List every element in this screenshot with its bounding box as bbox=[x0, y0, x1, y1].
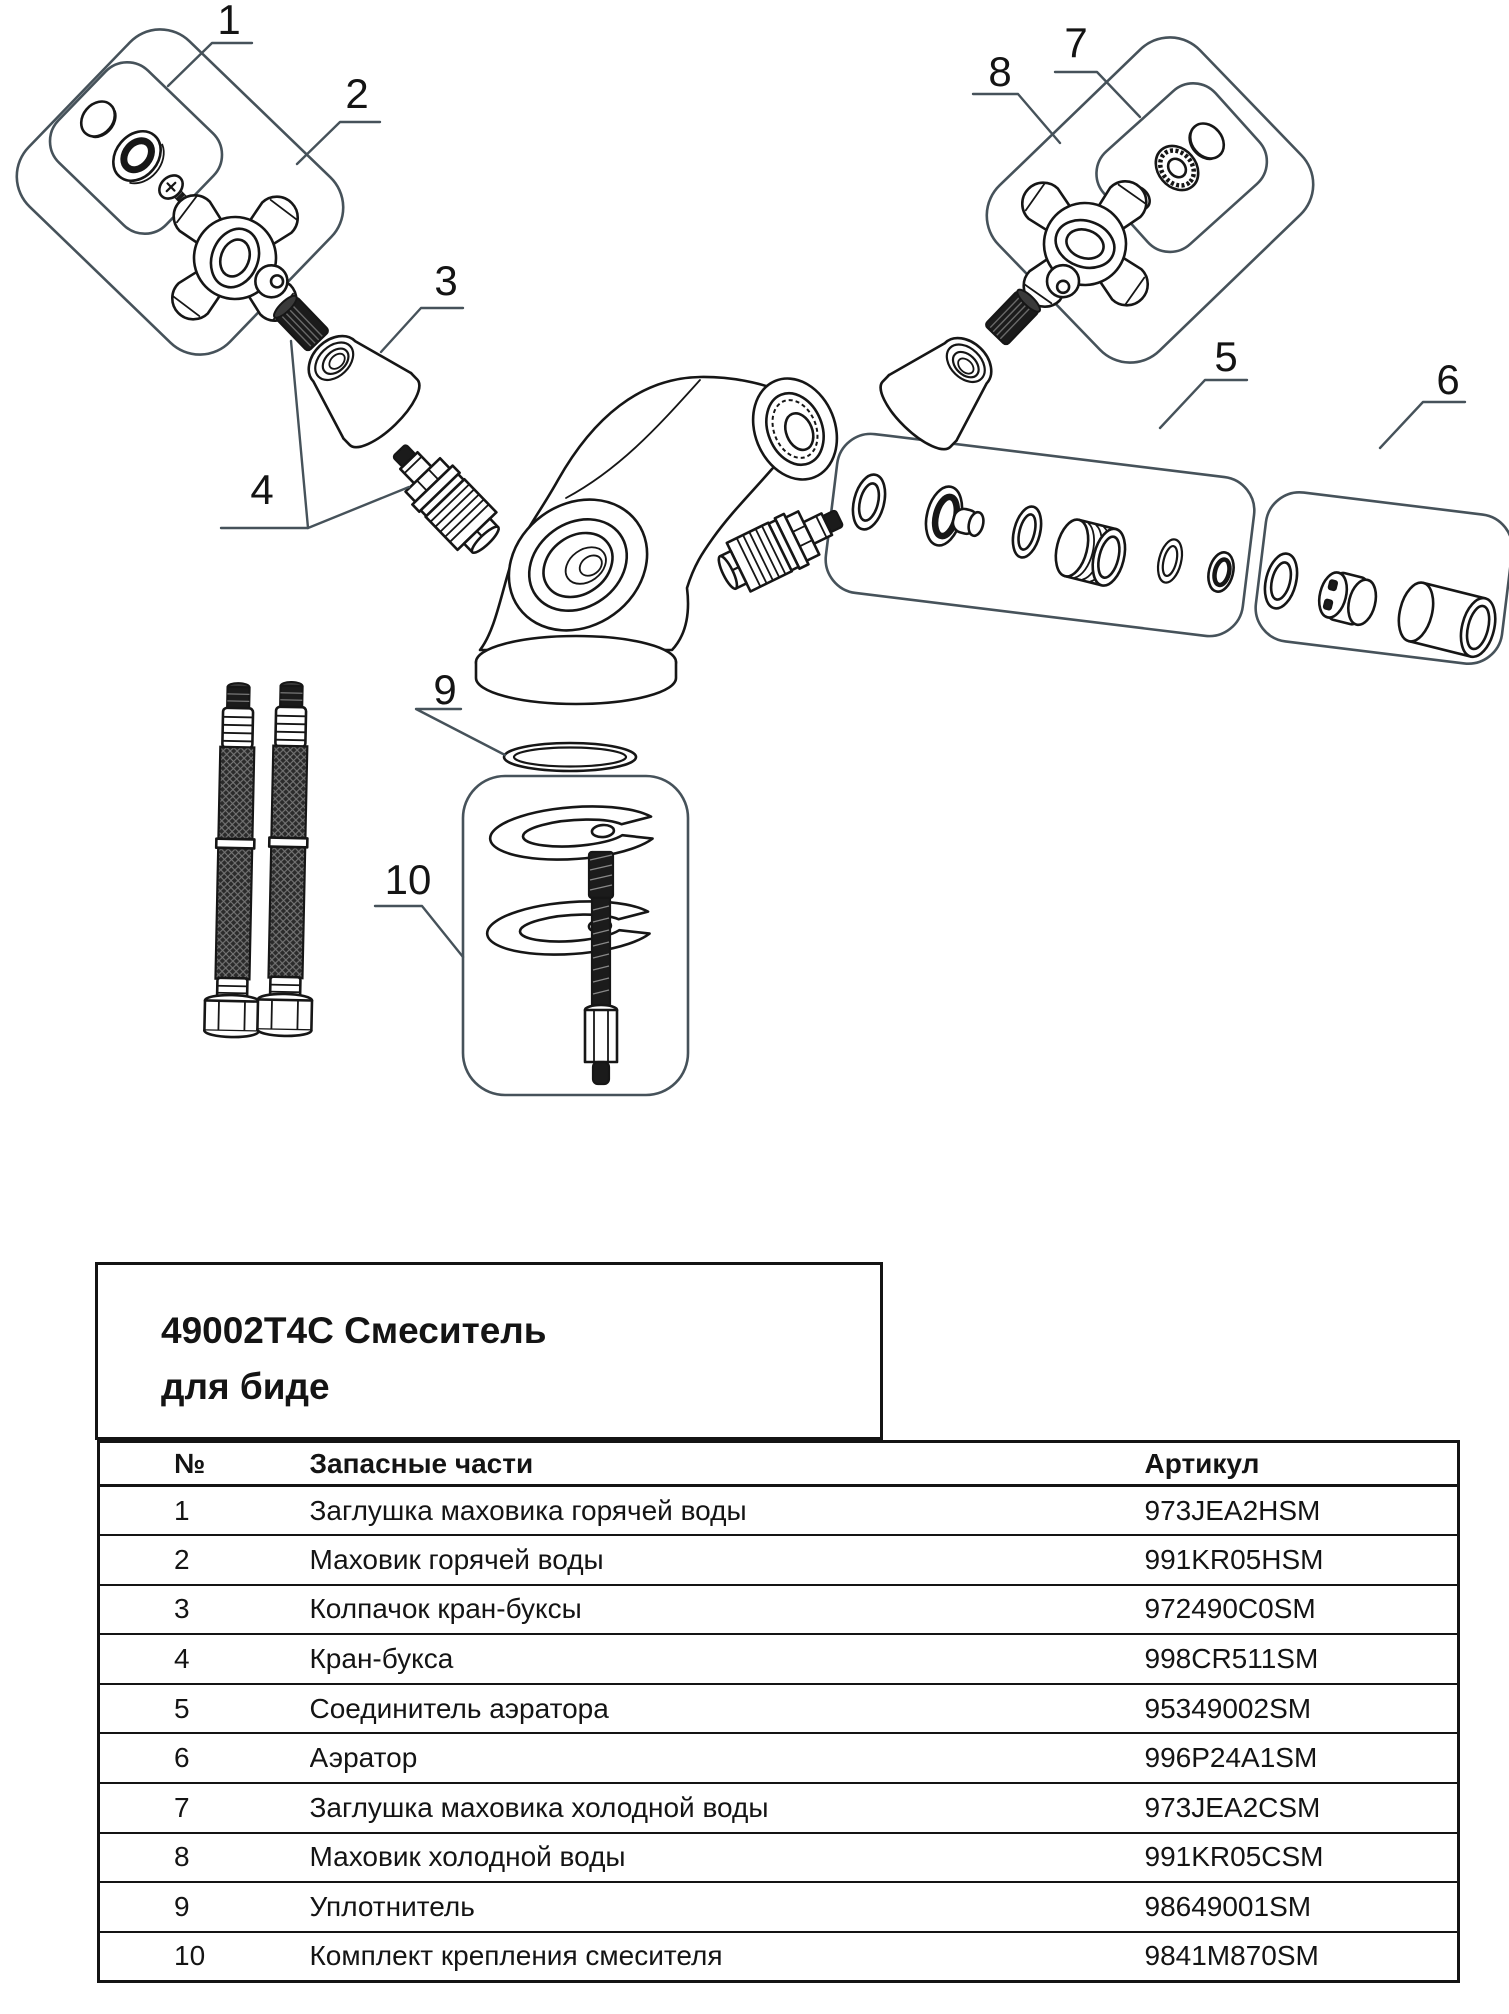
row-number: 1 bbox=[99, 1486, 310, 1536]
leader-lines bbox=[168, 43, 1465, 957]
part-name: Аэратор bbox=[310, 1733, 1145, 1783]
callout-7: 7 bbox=[1064, 19, 1088, 66]
cold-cap-cone bbox=[871, 315, 1014, 459]
row-number: 5 bbox=[99, 1684, 310, 1734]
table-row bbox=[99, 1634, 1459, 1684]
part-name: Колпачок кран-буксы bbox=[310, 1585, 1145, 1635]
callout-2: 2 bbox=[345, 70, 369, 117]
mounting-kit bbox=[485, 802, 653, 1084]
row-number: 2 bbox=[99, 1535, 310, 1585]
hot-cartridge bbox=[379, 431, 509, 563]
part-article: 973JEA2HSM bbox=[1145, 1486, 1459, 1536]
callout-1: 1 bbox=[217, 0, 241, 43]
callout-9: 9 bbox=[433, 666, 457, 713]
mounting-stud bbox=[585, 852, 617, 1084]
product-title-line1: 49002T4C Смеситель bbox=[161, 1310, 547, 1351]
header-article: Артикул bbox=[1145, 1442, 1459, 1486]
row-number: 6 bbox=[99, 1733, 310, 1783]
part-article: 972490C0SM bbox=[1145, 1585, 1459, 1635]
callout-8: 8 bbox=[988, 48, 1012, 95]
header-number: № bbox=[99, 1442, 310, 1486]
part-name: Заглушка маховика горячей воды bbox=[310, 1486, 1145, 1536]
table-row bbox=[99, 1733, 1459, 1783]
callout-6: 6 bbox=[1436, 356, 1460, 403]
table-row bbox=[99, 1585, 1459, 1635]
table-row bbox=[99, 1932, 1459, 1982]
table-row bbox=[99, 1535, 1459, 1585]
part-article: 998CR511SM bbox=[1145, 1634, 1459, 1684]
row-number: 4 bbox=[99, 1634, 310, 1684]
part-article: 9841M870SM bbox=[1145, 1932, 1459, 1982]
aerator-connector-parts bbox=[848, 471, 1238, 594]
part-name: Маховик холодной воды bbox=[310, 1833, 1145, 1883]
part-article: 991KR05CSM bbox=[1145, 1833, 1459, 1883]
part-name: Маховик горячей воды bbox=[310, 1535, 1145, 1585]
parts-table-body bbox=[99, 1486, 1459, 1982]
flex-hose-right bbox=[257, 681, 318, 1036]
part-article: 98649001SM bbox=[1145, 1882, 1459, 1932]
part-article: 996P24A1SM bbox=[1145, 1733, 1459, 1783]
product-title-box bbox=[95, 1262, 883, 1440]
callout-5: 5 bbox=[1214, 333, 1238, 380]
flex-hose-left bbox=[204, 683, 265, 1038]
part-name: Заглушка маховика холодной воды bbox=[310, 1783, 1145, 1833]
part-name: Комплект крепления смесителя bbox=[310, 1932, 1145, 1982]
callout-3: 3 bbox=[434, 257, 458, 304]
row-number: 10 bbox=[99, 1932, 310, 1982]
callout-10: 10 bbox=[384, 856, 432, 903]
table-row bbox=[99, 1882, 1459, 1932]
row-number: 9 bbox=[99, 1882, 310, 1932]
part-name: Уплотнитель bbox=[310, 1882, 1145, 1932]
table-row bbox=[99, 1486, 1459, 1536]
table-row bbox=[99, 1833, 1459, 1883]
part-article: 991KR05HSM bbox=[1145, 1535, 1459, 1585]
product-title-line2: для биде bbox=[161, 1366, 330, 1407]
table-row bbox=[99, 1783, 1459, 1833]
seal-gasket bbox=[504, 743, 636, 771]
row-number: 3 bbox=[99, 1585, 310, 1635]
header-name: Запасные части bbox=[310, 1442, 1145, 1486]
row-number: 7 bbox=[99, 1783, 310, 1833]
part-article: 973JEA2CSM bbox=[1145, 1783, 1459, 1833]
callout-4: 4 bbox=[250, 466, 274, 513]
part-name: Соединитель аэратора bbox=[310, 1684, 1145, 1734]
part-name: Кран-букса bbox=[310, 1634, 1145, 1684]
row-number: 8 bbox=[99, 1833, 310, 1883]
part-article: 95349002SM bbox=[1145, 1684, 1459, 1734]
spare-parts-table bbox=[97, 1440, 1460, 1983]
table-header bbox=[99, 1442, 1459, 1486]
table-row bbox=[99, 1684, 1459, 1734]
